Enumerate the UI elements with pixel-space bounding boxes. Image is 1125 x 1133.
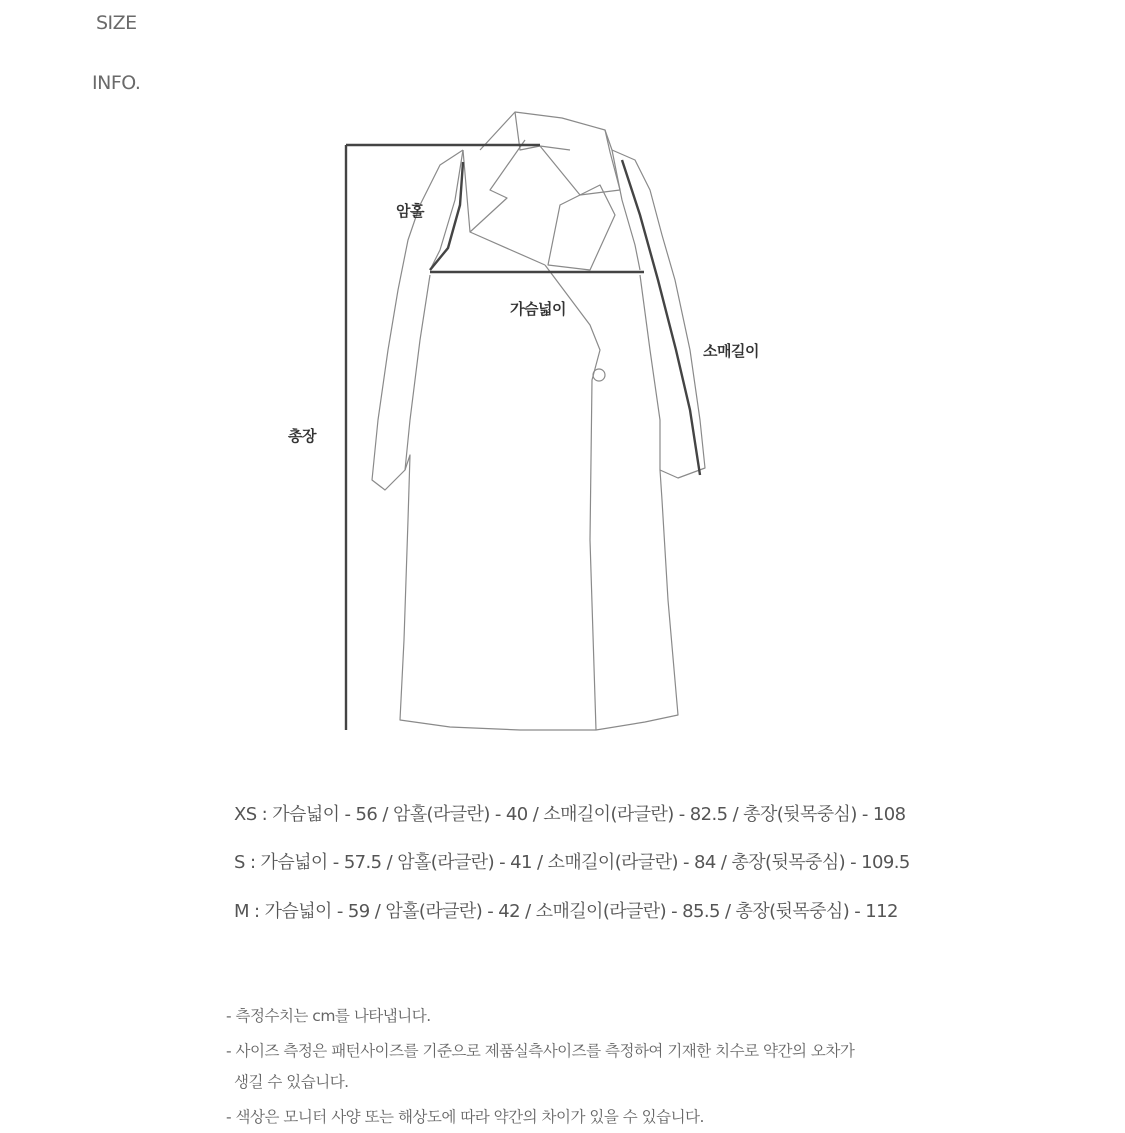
size-row-s: S : 가슴넓이 - 57.5 / 암홀(라글란) - 41 / 소매길이(라글란) - 84 / 총장(뒷목중심) - 109.5 (234, 852, 910, 873)
coat-button (593, 369, 605, 381)
note-color: - 색상은 모니터 사양 또는 해상도에 따라 약간의 차이가 있을 수 있습니다. (226, 1108, 704, 1126)
coat-lapel-left (463, 140, 525, 232)
header-size: SIZE (96, 12, 137, 34)
note-measurement-cont: 생길 수 있습니다. (234, 1073, 349, 1091)
coat-body-left (372, 150, 705, 730)
coat-armhole-right (612, 150, 640, 270)
size-row-xs: XS : 가슴넓이 - 56 / 암홀(라글란) - 40 / 소매길이(라글란) - 82.5 / 총장(뒷목중심) - 108 (234, 804, 906, 825)
header-info: INFO. (92, 72, 141, 94)
length-measure-line (346, 145, 540, 730)
size-row-m: M : 가슴넓이 - 59 / 암홀(라글란) - 42 / 소매길이(라글란) - 85.5 / 총장(뒷목중심) - 112 (234, 901, 898, 922)
label-armhole: 암홀 (396, 202, 424, 220)
note-measurement: - 사이즈 측정은 패턴사이즈를 기준으로 제품실측사이즈를 측정하여 기재한 치수로 약간의 오차가 (226, 1042, 855, 1060)
label-chest: 가슴넓이 (510, 300, 566, 318)
coat-front-edge (545, 265, 600, 730)
label-length: 총장 (288, 427, 316, 445)
sleeve-measure-line (622, 160, 700, 475)
label-sleeve: 소매길이 (703, 342, 759, 360)
note-unit: - 측정수치는 cm를 나타냅니다. (226, 1007, 431, 1025)
